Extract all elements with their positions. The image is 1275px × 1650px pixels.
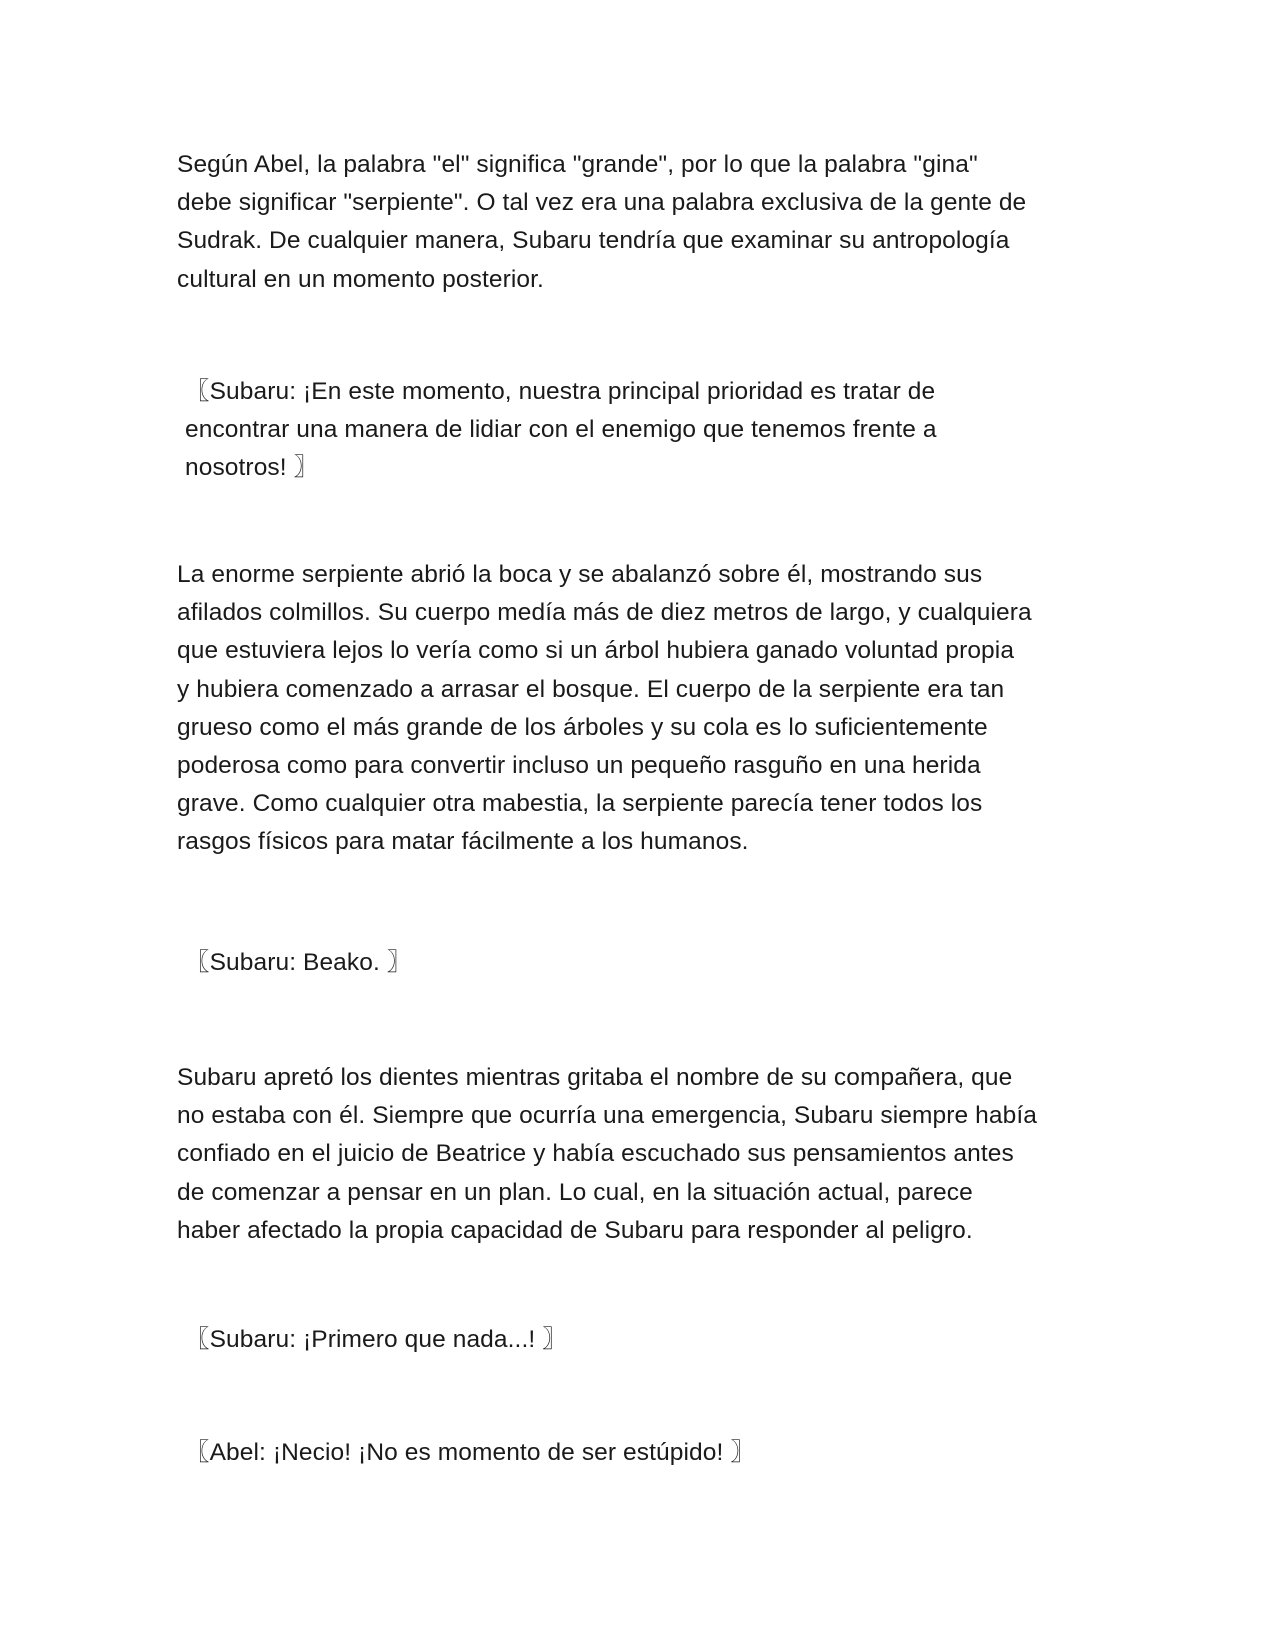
paragraph-narration-1: Según Abel, la palabra "el" significa "grande", por lo que la palabra "gina" debe significar "serpiente". O tal vez era una palabra exclusiva de la gente de Sudrak. De cualquier manera, Subaru tendría que examinar su antropología cultural en un momento posterior. bbox=[177, 151, 1027, 293]
paragraph-dialogue-subaru-1: 〖Subaru: ¡En este momento, nuestra principal prioridad es tratar de encontrar una manera de lidiar con el enemigo que tenemos frente a nosotros! 〗 bbox=[185, 378, 937, 482]
paragraph-dialogue-subaru-2: 〖Subaru: Beako. 〗 bbox=[185, 949, 412, 976]
paragraph-narration-2: La enorme serpiente abrió la boca y se abalanzó sobre él, mostrando sus afilados colmillos. Su cuerpo medía más de diez metros de largo, y cualquiera que estuviera lejos lo vería como si un árbol hubiera ganado voluntad propia y hubiera comenzado a arrasar el bosque. El cuerpo de la serpiente era tan grueso como el más grande de los árboles y su cola es lo suficientemente poderosa como para convertir incluso un pequeño rasguño en una herida grave. Como cualquier otra mabestia, la serpiente parecía tener todos los rasgos físicos para matar fácilmente a los humanos. bbox=[177, 561, 1032, 856]
paragraph-dialogue-abel: 〖Abel: ¡Necio! ¡No es momento de ser estúpido! 〗 bbox=[185, 1439, 755, 1466]
paragraph-dialogue-subaru-3: 〖Subaru: ¡Primero que nada...! 〗 bbox=[185, 1326, 567, 1353]
paragraph-narration-3: Subaru apretó los dientes mientras gritaba el nombre de su compañera, que no estaba con él. Siempre que ocurría una emergencia, Subaru siempre había confiado en el juicio de Beatrice y había escuchado sus pensamientos antes de comenzar a pensar en un plan. Lo cual, en la situación actual, parece haber afectado la propia capacidad de Subaru para responder al peligro. bbox=[177, 1064, 1037, 1244]
